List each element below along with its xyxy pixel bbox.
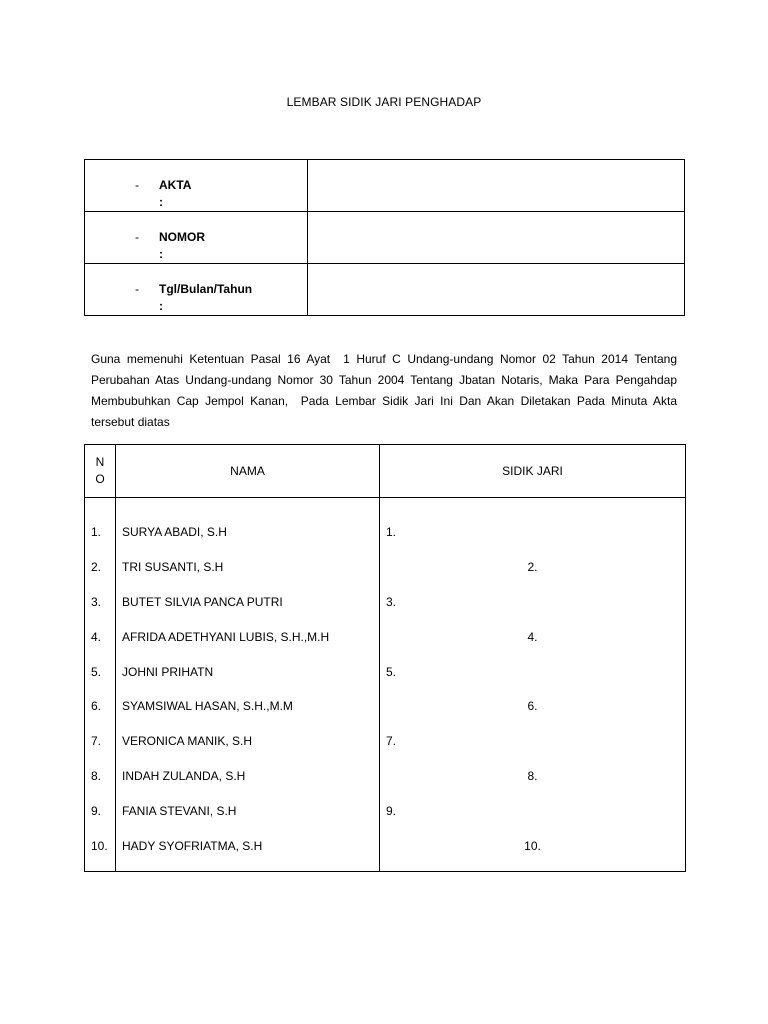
row-number: 2. [85,550,116,585]
info-row-akta [85,160,685,212]
table-row [85,619,686,654]
info-row-nomor [85,212,685,264]
document-title: LEMBAR SIDIK JARI PENGHADAP [286,95,482,109]
table-row [85,550,686,585]
row-nama: VERONICA MANIK, S.H [116,724,380,759]
table-row [85,498,686,550]
row-nama: JOHNI PRIHATN [116,654,380,689]
row-nama: SURYA ABADI, S.H [116,498,380,550]
row-sidik-jari[interactable]: 3. [380,585,686,620]
row-number: 5. [85,654,116,689]
row-nama: HADY SYOFRIATMA, S.H [116,828,380,871]
table-row [85,759,686,794]
info-label-akta: AKTA [159,178,192,192]
table-row [85,689,686,724]
info-table [84,159,685,316]
table-row [85,724,686,759]
row-nama: BUTET SILVIA PANCA PUTRI [116,585,380,620]
row-sidik-jari[interactable]: 10. [380,828,686,871]
row-number: 8. [85,759,116,794]
row-number: 1. [85,498,116,550]
row-sidik-jari[interactable]: 2. [380,550,686,585]
table-row [85,585,686,620]
info-dash: - [135,178,139,192]
info-dash: - [135,230,139,244]
info-label-tanggal: Tgl/Bulan/Tahun [159,282,253,296]
header-sidik-jari: SIDIK JARI [380,445,686,498]
header-no: N O [85,445,116,498]
info-colon: : [159,299,163,313]
header-nama: NAMA [116,445,380,498]
row-sidik-jari[interactable]: 4. [380,619,686,654]
table-row [85,793,686,828]
info-value-akta[interactable] [308,160,685,212]
info-colon: : [159,247,163,261]
info-value-tanggal[interactable] [308,264,685,316]
row-number: 4. [85,619,116,654]
row-nama: TRI SUSANTI, S.H [116,550,380,585]
info-label-nomor: NOMOR [159,230,205,244]
row-nama: AFRIDA ADETHYANI LUBIS, S.H.,M.H [116,619,380,654]
row-sidik-jari[interactable]: 5. [380,654,686,689]
row-number: 10. [85,828,116,871]
row-number: 3. [85,585,116,620]
row-number: 7. [85,724,116,759]
row-sidik-jari[interactable]: 7. [380,724,686,759]
legal-paragraph: Guna memenuhi Ketentuan Pasal 16 Ayat 1 Huruf C Undang-undang Nomor 02 Tahun 2014 Tentang Perubahan Atas Undang-undang Nomor 30 Tahun 2004 Tentang Jbatan Notaris, Maka Para Pengahdap Membubuhkan Cap Jempol Kanan, Pada Lembar Sidik Jari Ini Dan Akan Diletakan Pada Minuta Akta tersebut diatas [91,352,681,429]
info-dash: - [135,282,139,296]
row-nama: SYAMSIWAL HASAN, S.H.,M.M [116,689,380,724]
row-sidik-jari[interactable]: 6. [380,689,686,724]
row-sidik-jari[interactable]: 8. [380,759,686,794]
table-header-row [85,445,686,498]
row-number: 9. [85,793,116,828]
fingerprint-table [84,444,686,872]
row-nama: FANIA STEVANI, S.H [116,793,380,828]
row-sidik-jari[interactable]: 1. [380,498,686,550]
table-row [85,654,686,689]
row-nama: INDAH ZULANDA, S.H [116,759,380,794]
row-sidik-jari[interactable]: 9. [380,793,686,828]
info-value-nomor[interactable] [308,212,685,264]
info-row-tanggal [85,264,685,316]
table-row [85,828,686,871]
info-colon: : [159,195,163,209]
fingerprint-table-body [85,498,686,872]
row-number: 6. [85,689,116,724]
